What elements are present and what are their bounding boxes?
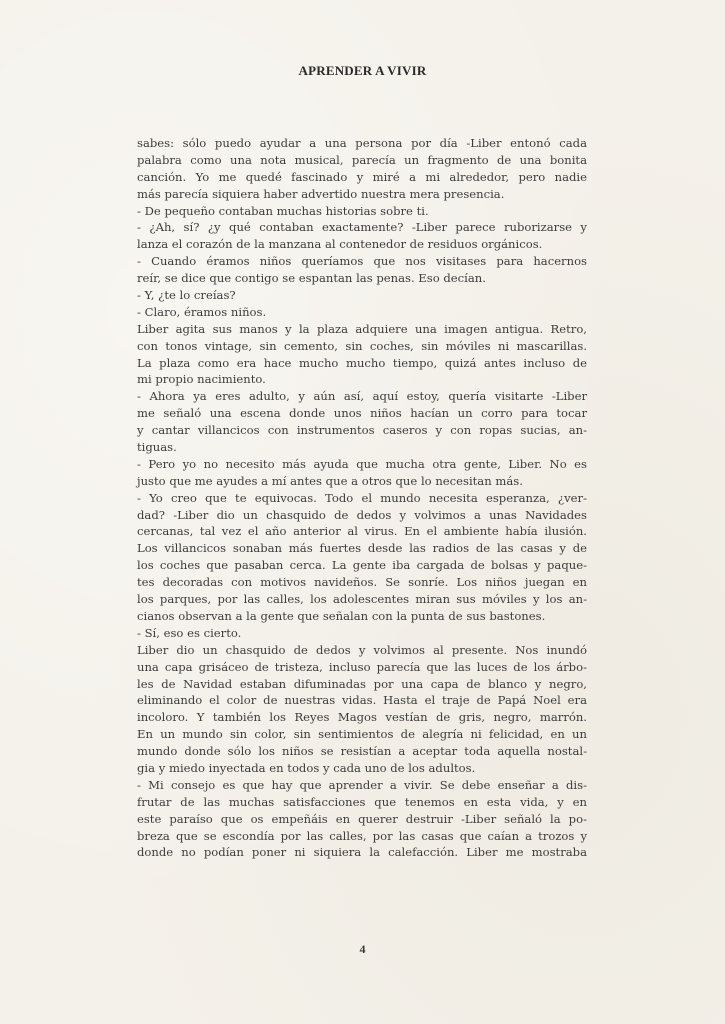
text-line: me señaló una escena donde unos niños hacían un corro para tocar [137, 406, 587, 421]
text-line: gia y miedo inyectada en todos y cada uno de los adultos. [137, 760, 476, 775]
text-line: lanza el corazón de la manzana al contenedor de residuos orgánicos. [137, 237, 543, 252]
text-line: este paraíso que os empeñáis en querer destruir -Liber señaló la po- [137, 811, 587, 826]
text-line: - Cuando éramos niños queríamos que nos visitases para hacernos [137, 254, 587, 269]
text-line: justo que me ayudes a mí antes que a otros que lo necesitan más. [137, 473, 523, 488]
text-line: - De pequeño contaban muchas historias sobre ti. [137, 203, 429, 218]
text-line: breza que se escondía por las calles, por las casas que caían a trozos y [137, 828, 587, 843]
text-line: canción. Yo me quedé fascinado y miré a mi alrededor, pero nadie [137, 169, 587, 184]
text-line: frutar de las muchas satisfacciones que tenemos en esta vida, y en [137, 794, 587, 809]
text-line: Liber agita sus manos y la plaza adquiere una imagen antigua. Retro, [137, 321, 587, 336]
text-line: Liber dio un chasquido de dedos y volvimos al presente. Nos inundó [137, 642, 587, 657]
text-line: tes decoradas con motivos navideños. Se sonríe. Los niños juegan en [137, 575, 587, 590]
text-line: Los villancicos sonaban más fuertes desde las radios de las casas y de [137, 541, 587, 556]
text-line: con tonos vintage, sin cemento, sin coches, sin móviles ni mascarillas. [137, 338, 587, 353]
text-line: más parecía siquiera haber advertido nuestra mera presencia. [137, 186, 505, 201]
text-line: - Yo creo que te equivocas. Todo el mundo necesita esperanza, ¿ver- [137, 490, 587, 505]
body-text [137, 135, 587, 861]
text-line: los parques, por las calles, los adolescentes miran sus móviles y los an- [137, 592, 587, 607]
text-line: y cantar villancicos con instrumentos caseros y con ropas sucias, an- [137, 423, 587, 438]
text-line: - Ahora ya eres adulto, y aún así, aquí estoy, quería visitarte -Liber [137, 389, 587, 404]
text-line: - ¿Ah, sí? ¿y qué contaban exactamente? -Liber parece ruborizarse y [137, 220, 587, 235]
text-line: cercanas, tal vez el año anterior al virus. En el ambiente había ilusión. [137, 524, 587, 539]
text-line: mundo donde sólo los niños se resistían a aceptar toda aquella nostal- [137, 744, 587, 759]
text-line: cianos observan a la gente que señalan con la punta de sus bastones. [137, 608, 546, 623]
text-line: mi propio nacimiento. [137, 372, 266, 387]
text-line: - Claro, éramos niños. [137, 304, 267, 319]
text-line: - Y, ¿te lo creías? [137, 288, 236, 303]
running-head-title: APRENDER A VIVIR [298, 63, 427, 78]
text-line: una capa grisáceo de tristeza, incluso parecía que las luces de los árbo- [137, 659, 587, 674]
page-number: 4 [359, 942, 366, 956]
text-line: sabes: sólo puedo ayudar a una persona por día -Liber entonó cada [137, 136, 587, 150]
text-line: eliminando el color de nuestras vidas. Hasta el traje de Papá Noel era [137, 693, 587, 708]
text-line: - Sí, eso es cierto. [137, 625, 242, 640]
text-line: dad? -Liber dio un chasquido de dedos y volvimos a unas Navidades [137, 507, 587, 522]
text-line: En un mundo sin color, sin sentimientos de alegría ni felicidad, en un [137, 727, 587, 742]
text-line: tiguas. [137, 440, 177, 455]
text-line: los coches que pasaban cerca. La gente iba cargada de bolsas y paque- [137, 558, 587, 573]
text-line: les de Navidad estaban difuminadas por una capa de blanco y negro, [137, 676, 587, 691]
text-line: donde no podían poner ni siquiera la calefacción. Liber me mostraba [137, 845, 587, 860]
text-line: La plaza como era hace mucho mucho tiempo, quizá antes incluso de [137, 355, 587, 370]
text-line: palabra como una nota musical, parecía un fragmento de una bonita [137, 152, 587, 167]
text-line: reír, se dice que contigo se espantan las penas. Eso decían. [137, 271, 486, 286]
text-line: - Mi consejo es que hay que aprender a vivir. Se debe enseñar a dis- [137, 777, 587, 792]
text-line: - Pero yo no necesito más ayuda que mucha otra gente, Liber. No es [137, 456, 587, 471]
text-line: incoloro. Y también los Reyes Magos vestían de gris, negro, marrón. [137, 710, 587, 725]
